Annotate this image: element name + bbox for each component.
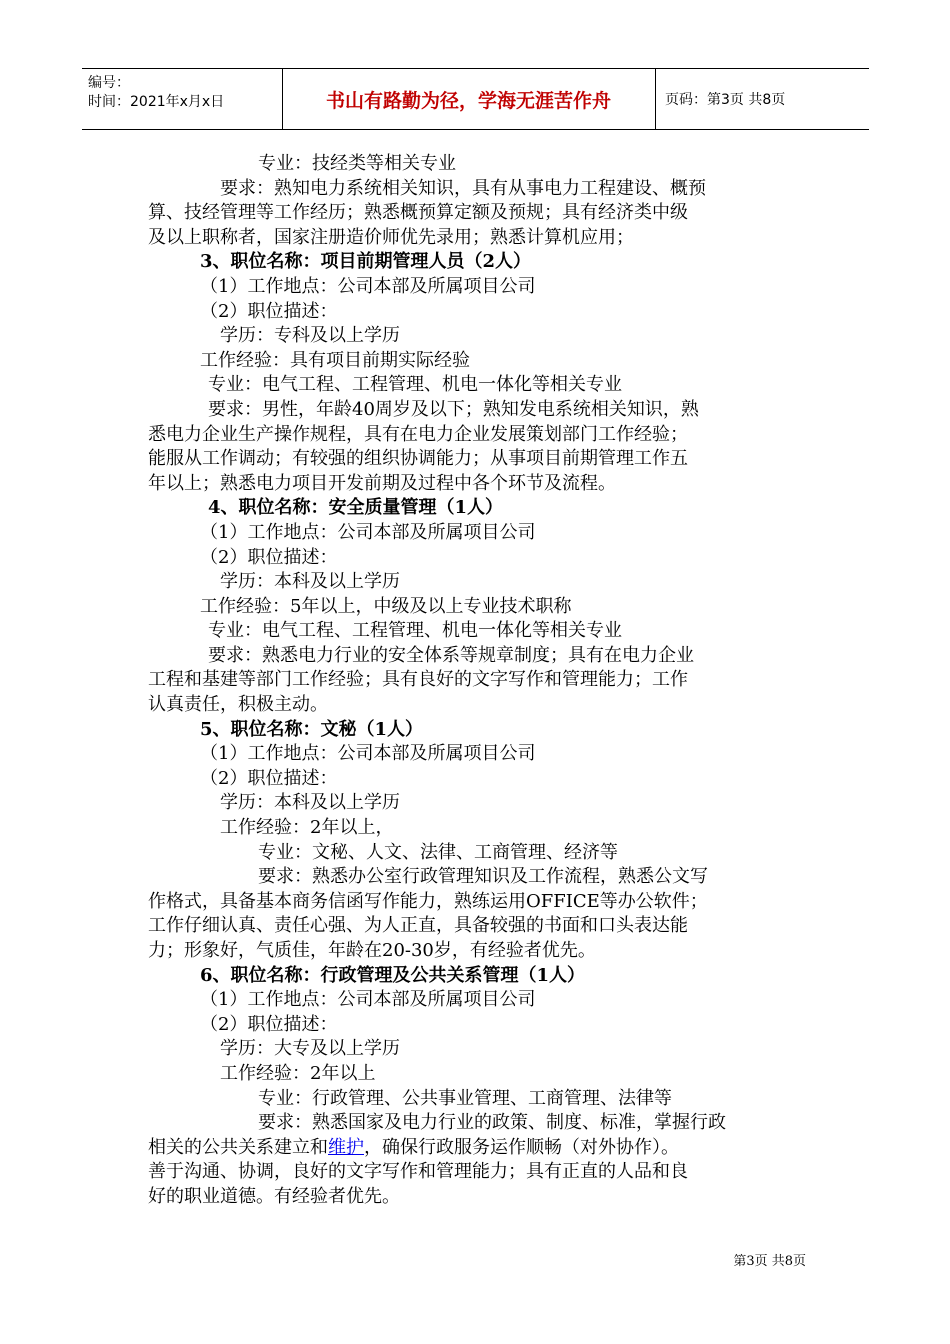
body-line: 学历：专科及以上学历 [220, 325, 400, 347]
body-line: 认真责任，积极主动。 [148, 694, 328, 716]
body-line: 要求：熟悉电力行业的安全体系等规章制度；具有在电力企业 [208, 644, 694, 666]
body-line: 要求：男性，年龄40周岁及以下；熟知发电系统相关知识，熟 [208, 398, 699, 420]
body-line: 工作经验：具有项目前期实际经验 [200, 349, 470, 371]
body-line: 专业：文秘、人文、法律、工商管理、经济等 [258, 841, 618, 863]
body-line: 作格式，具备基本商务信函写作能力，熟练运用OFFICE等办公软件； [148, 890, 708, 912]
body-line: 学历：本科及以上学历 [220, 792, 400, 814]
body-line: 好的职业道德。有经验者优先。 [148, 1185, 400, 1207]
section-heading: 4、职位名称：安全质量管理（1人） [208, 497, 504, 519]
body-text: 相关的公共关系建立和 [148, 1136, 328, 1158]
body-line: 及以上职称者，国家注册造价师优先录用；熟悉计算机应用； [148, 226, 634, 248]
section-heading: 6、职位名称：行政管理及公共关系管理（1人） [200, 964, 586, 986]
body-line: 力；形象好，气质佳，年龄在20-30岁，有经验者优先。 [148, 940, 596, 961]
doc-time-label: 时间：2021年x月x日 [88, 94, 225, 110]
body-line: 专业：电气工程、工程管理、机电一体化等相关专业 [208, 620, 622, 642]
body-line: 专业：技经类等相关专业 [258, 153, 456, 174]
body-line: （1）工作地点：公司本部及所属项目公司 [200, 989, 536, 1011]
body-line: 悉电力企业生产操作规程，具有在电力企业发展策划部门工作经验； [148, 423, 688, 445]
body-line: 要求：熟悉国家及电力行业的政策、制度、标准，掌握行政 [258, 1112, 726, 1134]
section-heading: 5、职位名称：文秘（1人） [200, 718, 424, 740]
body-line: 学历：本科及以上学历 [220, 571, 400, 593]
body-line: 工作经验：2年以上， [220, 817, 394, 839]
body-line: 要求：熟悉办公室行政管理知识及工作流程，熟悉公文写 [258, 866, 708, 888]
header-motto: 书山有路勤为径，学海无涯苦作舟 [282, 69, 656, 129]
body-line: 工作经验：5年以上，中级及以上专业技术职称 [200, 595, 572, 617]
hyperlink[interactable]: 维护 [328, 1136, 364, 1158]
body-line: 学历：大专及以上学历 [220, 1038, 400, 1060]
body-line: 专业：电气工程、工程管理、机电一体化等相关专业 [208, 374, 622, 396]
body-line: 能服从工作调动；有较强的组织协调能力；从事项目前期管理工作五 [148, 448, 688, 470]
body-line: 善于沟通、协调，良好的文字写作和管理能力；具有正直的人品和良 [148, 1161, 688, 1183]
body-line: 算、技经管理等工作经历；熟悉概预算定额及预规；具有经济类中级 [148, 202, 688, 224]
body-line: （2）职位描述： [200, 1013, 338, 1035]
section-heading: 3、职位名称：项目前期管理人员（2人） [200, 251, 532, 273]
body-line: 工作经验：2年以上 [220, 1062, 376, 1084]
page-footer: 第3页 共8页 [733, 1254, 806, 1269]
body-line: （2）职位描述： [200, 767, 338, 789]
body-line: （2）职位描述： [200, 546, 338, 568]
page-header [82, 68, 869, 130]
body-line: 要求：熟知电力系统相关知识，具有从事电力工程建设、概预 [220, 177, 706, 199]
body-line: 年以上；熟悉电力项目开发前期及过程中各个环节及流程。 [148, 472, 616, 494]
body-line [148, 1136, 808, 1161]
body-line: 工程和基建等部门工作经验；具有良好的文字写作和管理能力；工作 [148, 669, 688, 691]
document-body [148, 152, 808, 1210]
body-line: （1）工作地点：公司本部及所属项目公司 [200, 275, 536, 297]
doc-number-label: 编号： [88, 75, 130, 91]
body-line: （1）工作地点：公司本部及所属项目公司 [200, 521, 536, 543]
header-meta [82, 69, 283, 129]
body-line: （1）工作地点：公司本部及所属项目公司 [200, 743, 536, 765]
header-page-number: 页码：第3页 共8页 [665, 92, 786, 108]
body-line: 工作仔细认真、责任心强、为人正直，具备较强的书面和口头表达能 [148, 915, 688, 937]
body-line: （2）职位描述： [200, 300, 338, 322]
body-line: 专业：行政管理、公共事业管理、工商管理、法律等 [258, 1087, 672, 1109]
body-text: ，确保行政服务运作顺畅（对外协作）。 [364, 1136, 679, 1158]
